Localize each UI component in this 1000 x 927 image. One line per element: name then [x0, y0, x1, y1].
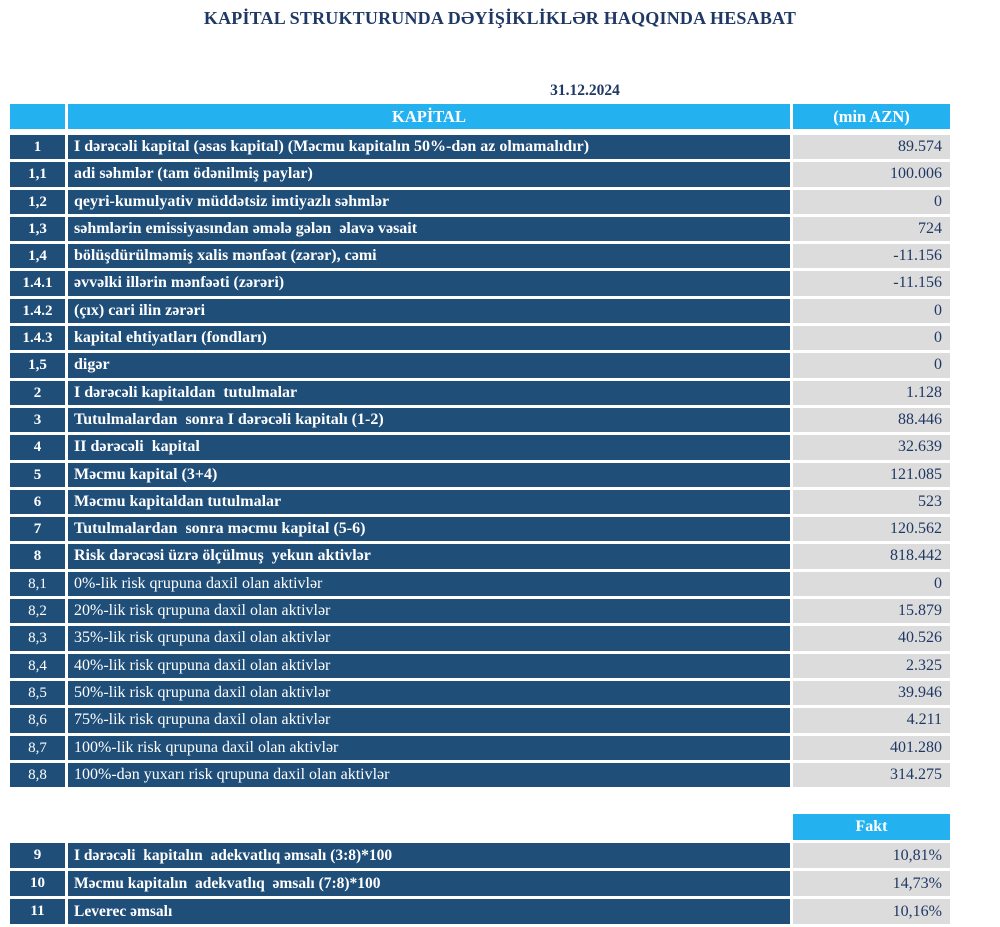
- row-label-cell: 100%-dən yuxarı risk qrupuna daxil olan aktivlər: [68, 763, 790, 787]
- ratios-header-spacer-no: [10, 814, 65, 840]
- table-row: [10, 353, 950, 377]
- row-value-cell: 88.446: [793, 408, 950, 432]
- row-number-cell: 8,2: [10, 599, 65, 623]
- row-value-cell: 401.280: [793, 736, 950, 760]
- row-value-cell: 121.085: [793, 463, 950, 487]
- row-value-cell: 39.946: [793, 681, 950, 705]
- row-value-cell: -11.156: [793, 271, 950, 295]
- row-number-cell: 1.4.3: [10, 326, 65, 350]
- table-row: [10, 517, 950, 541]
- row-label-cell: Məcmu kapitaldan tutulmalar: [68, 490, 790, 514]
- header-min-azn-cell: (min AZN): [793, 104, 950, 129]
- row-value-cell: 523: [793, 490, 950, 514]
- row-number-cell: 8,4: [10, 654, 65, 678]
- row-label-cell: bölüşdürülməmiş xalis mənfəət (zərər), cəmi: [68, 244, 790, 268]
- row-number-cell: 10: [10, 871, 65, 896]
- table-row: [10, 681, 950, 705]
- header-kapital-cell: KAPİTAL: [68, 104, 790, 129]
- table-row: [10, 326, 950, 350]
- row-number-cell: 1,2: [10, 190, 65, 214]
- row-label-cell: kapital ehtiyatları (fondları): [68, 326, 790, 350]
- row-label-cell: digər: [68, 353, 790, 377]
- table-row: [10, 572, 950, 596]
- row-number-cell: 1,1: [10, 162, 65, 186]
- row-label-cell: əvvəlki illərin mənfəəti (zərəri): [68, 271, 790, 295]
- row-value-cell: 818.442: [793, 544, 950, 568]
- row-label-cell: I dərəcəli kapitalın adekvatlıq əmsalı (3:8)*100: [68, 843, 790, 868]
- row-value-cell: 1.128: [793, 381, 950, 405]
- table-row: [10, 190, 950, 214]
- row-number-cell: 8,7: [10, 736, 65, 760]
- header-corner-cell: [10, 104, 65, 129]
- table-row: [10, 162, 950, 186]
- table-row: [10, 871, 950, 896]
- table-header-row: [10, 104, 950, 129]
- row-label-cell: qeyri-kumulyativ müddətsiz imtiyazlı səhmlər: [68, 190, 790, 214]
- row-number-cell: 8,5: [10, 681, 65, 705]
- table-row: [10, 381, 950, 405]
- table-row: [10, 217, 950, 241]
- row-value-cell: 0: [793, 326, 950, 350]
- table-row: [10, 299, 950, 323]
- row-label-cell: 50%-lik risk qrupuna daxil olan aktivlər: [68, 681, 790, 705]
- row-label-cell: Məcmu kapital (3+4): [68, 463, 790, 487]
- row-number-cell: 7: [10, 517, 65, 541]
- table-row: [10, 135, 950, 159]
- table-row: [10, 463, 950, 487]
- table-row: [10, 763, 950, 787]
- row-label-cell: Tutulmalardan sonra məcmu kapital (5-6): [68, 517, 790, 541]
- capital-table: [10, 104, 950, 790]
- row-number-cell: 4: [10, 435, 65, 459]
- table-row: [10, 490, 950, 514]
- row-value-cell: 120.562: [793, 517, 950, 541]
- table-row: [10, 244, 950, 268]
- row-label-cell: 20%-lik risk qrupuna daxil olan aktivlər: [68, 599, 790, 623]
- row-label-cell: 75%-lik risk qrupuna daxil olan aktivlər: [68, 708, 790, 732]
- row-number-cell: 8,3: [10, 626, 65, 650]
- row-value-cell: 10,16%: [793, 899, 950, 924]
- row-number-cell: 2: [10, 381, 65, 405]
- table-row: [10, 544, 950, 568]
- row-value-cell: 10,81%: [793, 843, 950, 868]
- row-label-cell: səhmlərin emissiyasından əmələ gələn əlavə vəsait: [68, 217, 790, 241]
- row-value-cell: 40.526: [793, 626, 950, 650]
- row-number-cell: 8,8: [10, 763, 65, 787]
- row-number-cell: 1.4.1: [10, 271, 65, 295]
- row-number-cell: 1,5: [10, 353, 65, 377]
- row-label-cell: Tutulmalardan sonra I dərəcəli kapitalı (1-2): [68, 408, 790, 432]
- row-number-cell: 5: [10, 463, 65, 487]
- row-number-cell: 6: [10, 490, 65, 514]
- table-row: [10, 435, 950, 459]
- row-value-cell: 4.211: [793, 708, 950, 732]
- row-value-cell: 0: [793, 299, 950, 323]
- row-value-cell: 100.006: [793, 162, 950, 186]
- row-number-cell: 1,4: [10, 244, 65, 268]
- row-label-cell: 35%-lik risk qrupuna daxil olan aktivlər: [68, 626, 790, 650]
- row-value-cell: 0: [793, 572, 950, 596]
- row-value-cell: 0: [793, 353, 950, 377]
- row-number-cell: 8,6: [10, 708, 65, 732]
- table-row: [10, 736, 950, 760]
- row-label-cell: (çıx) cari ilin zərəri: [68, 299, 790, 323]
- row-label-cell: I dərəcəli kapital (əsas kapital) (Məcmu kapitalın 50%-dən az olmamalıdır): [68, 135, 790, 159]
- table-row: [10, 408, 950, 432]
- report-title: KAPİTAL STRUKTURUNDA DƏYİŞİKLİKLƏR HAQQINDA HESABAT: [203, 8, 797, 28]
- table-row: [10, 899, 950, 924]
- row-label-cell: adi səhmlər (tam ödənilmiş paylar): [68, 162, 790, 186]
- row-label-cell: Leverec əmsalı: [68, 899, 790, 924]
- row-label-cell: I dərəcəli kapitaldan tutulmalar: [68, 381, 790, 405]
- row-number-cell: 8: [10, 544, 65, 568]
- ratios-table: [10, 814, 950, 927]
- table-row: [10, 271, 950, 295]
- row-value-cell: 724: [793, 217, 950, 241]
- row-value-cell: 89.574: [793, 135, 950, 159]
- row-value-cell: 32.639: [793, 435, 950, 459]
- table-row: [10, 843, 950, 868]
- ratios-header-spacer-label: [68, 814, 790, 840]
- table-row: [10, 626, 950, 650]
- row-label-cell: II dərəcəli kapital: [68, 435, 790, 459]
- row-label-cell: 100%-lik risk qrupuna daxil olan aktivlər: [68, 736, 790, 760]
- row-value-cell: 14,73%: [793, 871, 950, 896]
- row-value-cell: 314.275: [793, 763, 950, 787]
- row-value-cell: 2.325: [793, 654, 950, 678]
- row-label-cell: Risk dərəcəsi üzrə ölçülmuş yekun aktivlər: [68, 544, 790, 568]
- report-date: 31.12.2024: [550, 82, 620, 99]
- row-number-cell: 1,3: [10, 217, 65, 241]
- row-number-cell: 9: [10, 843, 65, 868]
- row-label-cell: Məcmu kapitalın adekvatlıq əmsalı (7:8)*100: [68, 871, 790, 896]
- row-value-cell: -11.156: [793, 244, 950, 268]
- row-label-cell: 40%-lik risk qrupuna daxil olan aktivlər: [68, 654, 790, 678]
- row-value-cell: 0: [793, 190, 950, 214]
- ratios-header-row: [10, 814, 950, 840]
- row-number-cell: 8,1: [10, 572, 65, 596]
- row-number-cell: 1.4.2: [10, 299, 65, 323]
- table-row: [10, 654, 950, 678]
- row-number-cell: 11: [10, 899, 65, 924]
- table-row: [10, 708, 950, 732]
- row-value-cell: 15.879: [793, 599, 950, 623]
- row-number-cell: 3: [10, 408, 65, 432]
- table-row: [10, 599, 950, 623]
- row-number-cell: 1: [10, 135, 65, 159]
- header-fakt-cell: Fakt: [793, 814, 950, 840]
- row-label-cell: 0%-lik risk qrupuna daxil olan aktivlər: [68, 572, 790, 596]
